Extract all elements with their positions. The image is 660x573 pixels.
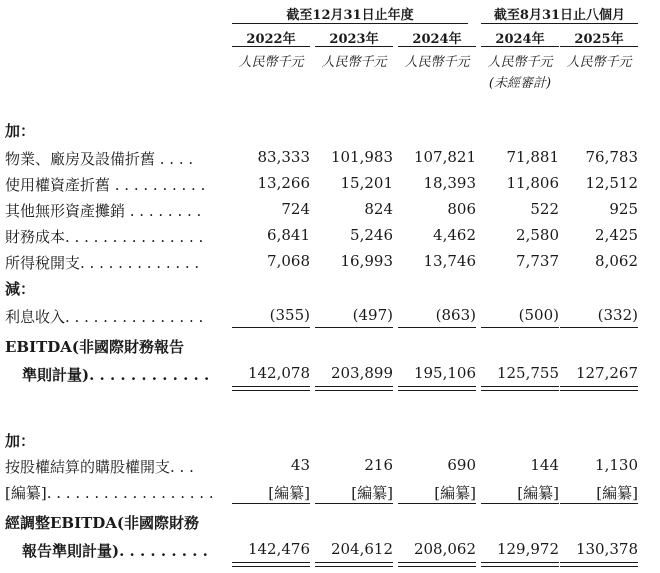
section-add-2: 加： xyxy=(5,432,36,450)
year-header-2: 2023年 xyxy=(329,32,379,47)
unaudited-label: (未經審計) xyxy=(488,76,552,91)
adjusted-ebitda-label-line2: 報告準則計量). . . . . . . . . xyxy=(22,542,208,560)
year-header-5: 2025年 xyxy=(574,32,624,47)
total-double-rule xyxy=(398,386,476,391)
ebitda-label-line1: EBITDA(非國際財務報告 xyxy=(5,338,185,356)
cell-value-total: 130,378 xyxy=(575,540,638,558)
cell-value: 216 xyxy=(364,456,393,474)
cell-value: 43 xyxy=(290,456,310,474)
total-double-rule xyxy=(232,562,310,567)
cell-value-total: 208,062 xyxy=(413,540,476,558)
cell-value-total: 204,612 xyxy=(330,540,393,558)
subtotal-rule xyxy=(232,327,310,328)
ebitda-label-line2: 準則計量). . . . . . . . . . . . xyxy=(22,366,210,384)
year-rule-2 xyxy=(315,46,393,47)
cell-value: 107,821 xyxy=(413,148,476,166)
year-header-4: 2024年 xyxy=(495,32,545,47)
total-double-rule xyxy=(315,562,393,567)
row-label-rou-depreciation: 使用權資產折舊 . . . . . . . . . . xyxy=(5,176,206,194)
year-rule-4 xyxy=(481,46,559,47)
unit-label-4: 人民幣千元 xyxy=(487,55,553,70)
cell-value: 1,130 xyxy=(595,456,638,474)
cell-value: 724 xyxy=(281,200,310,218)
cell-value: 5,246 xyxy=(350,226,393,244)
cell-value: 2,580 xyxy=(516,226,559,244)
unit-label-1: 人民幣千元 xyxy=(238,55,304,70)
header-group-fiscal-year-rule xyxy=(232,23,468,24)
cell-value-total: 203,899 xyxy=(330,364,393,382)
cell-value: 8,062 xyxy=(595,252,638,270)
cell-value-total: 129,972 xyxy=(496,540,559,558)
total-double-rule xyxy=(398,562,476,567)
row-label-income-tax: 所得稅開支. . . . . . . . . . . . . xyxy=(5,254,200,272)
subtotal-rule xyxy=(315,503,393,504)
unit-label-3: 人民幣千元 xyxy=(404,55,470,70)
subtotal-rule xyxy=(315,327,393,328)
cell-value-total: 125,755 xyxy=(496,364,559,382)
adjusted-ebitda-label-line1: 經調整EBITDA(非國際財務 xyxy=(5,514,200,532)
cell-value: 7,068 xyxy=(267,252,310,270)
cell-value: 144 xyxy=(530,456,559,474)
cell-value: [編纂] xyxy=(434,484,476,502)
cell-value: 13,266 xyxy=(257,174,310,192)
cell-value: 925 xyxy=(609,200,638,218)
header-group-eight-months: 截至8月31日止八個月 xyxy=(493,8,626,23)
subtotal-rule xyxy=(481,503,559,504)
cell-value: [編纂] xyxy=(517,484,559,502)
cell-value: 690 xyxy=(447,456,476,474)
cell-value: 7,737 xyxy=(516,252,559,270)
cell-value: 522 xyxy=(530,200,559,218)
cell-value: 824 xyxy=(364,200,393,218)
header-group-eight-months-rule xyxy=(481,23,638,24)
cell-value: (863) xyxy=(435,306,476,324)
unit-label-5: 人民幣千元 xyxy=(566,55,632,70)
year-header-3: 2024年 xyxy=(412,32,462,47)
subtotal-rule xyxy=(560,327,638,328)
cell-value: 4,462 xyxy=(433,226,476,244)
cell-value: [編纂] xyxy=(351,484,393,502)
subtotal-rule xyxy=(560,503,638,504)
cell-value: 12,512 xyxy=(585,174,638,192)
subtotal-rule xyxy=(232,503,310,504)
cell-value: [編纂] xyxy=(268,484,310,502)
cell-value: 15,201 xyxy=(340,174,393,192)
total-double-rule xyxy=(560,562,638,567)
cell-value: 806 xyxy=(447,200,476,218)
year-rule-5 xyxy=(560,46,638,47)
cell-value-total: 195,106 xyxy=(413,364,476,382)
total-double-rule xyxy=(560,386,638,391)
unit-label-2: 人民幣千元 xyxy=(321,55,387,70)
row-label-ppe-depreciation: 物業、廠房及設備折舊 . . . . xyxy=(5,150,194,168)
cell-value-total: 142,476 xyxy=(247,540,310,558)
cell-value-total: 127,267 xyxy=(575,364,638,382)
total-double-rule xyxy=(232,386,310,391)
cell-value: 11,806 xyxy=(506,174,559,192)
cell-value: 18,393 xyxy=(423,174,476,192)
cell-value: 83,333 xyxy=(257,148,310,166)
row-label-interest-income: 利息收入. . . . . . . . . . . . . . . xyxy=(5,308,204,326)
cell-value: 13,746 xyxy=(423,252,476,270)
header-group-fiscal-year: 截至12月31日止年度 xyxy=(286,8,414,23)
total-double-rule xyxy=(315,386,393,391)
cell-value: (497) xyxy=(352,306,393,324)
cell-value: 6,841 xyxy=(267,226,310,244)
cell-value: (355) xyxy=(269,306,310,324)
subtotal-rule xyxy=(398,327,476,328)
cell-value: 71,881 xyxy=(506,148,559,166)
subtotal-rule xyxy=(398,503,476,504)
section-add-1: 加： xyxy=(5,122,36,140)
row-label-redacted: [編纂]. . . . . . . . . . . . . . . . . . xyxy=(5,484,214,502)
cell-value: [編纂] xyxy=(596,484,638,502)
year-header-1: 2022年 xyxy=(246,32,296,47)
cell-value: 2,425 xyxy=(595,226,638,244)
cell-value: 16,993 xyxy=(340,252,393,270)
cell-value: (332) xyxy=(597,306,638,324)
cell-value: (500) xyxy=(518,306,559,324)
cell-value: 76,783 xyxy=(585,148,638,166)
year-rule-3 xyxy=(398,46,476,47)
subtotal-rule xyxy=(481,327,559,328)
cell-value-total: 142,078 xyxy=(247,364,310,382)
section-less: 減： xyxy=(5,280,36,298)
year-rule-1 xyxy=(232,46,310,47)
total-double-rule xyxy=(481,562,559,567)
row-label-intangible-amortisation: 其他無形資產攤銷 . . . . . . . . xyxy=(5,202,202,220)
total-double-rule xyxy=(481,386,559,391)
row-label-share-based-payment: 按股權結算的購股權開支. . . xyxy=(5,458,194,476)
row-label-finance-costs: 財務成本. . . . . . . . . . . . . . . xyxy=(5,228,204,246)
cell-value: 101,983 xyxy=(330,148,393,166)
